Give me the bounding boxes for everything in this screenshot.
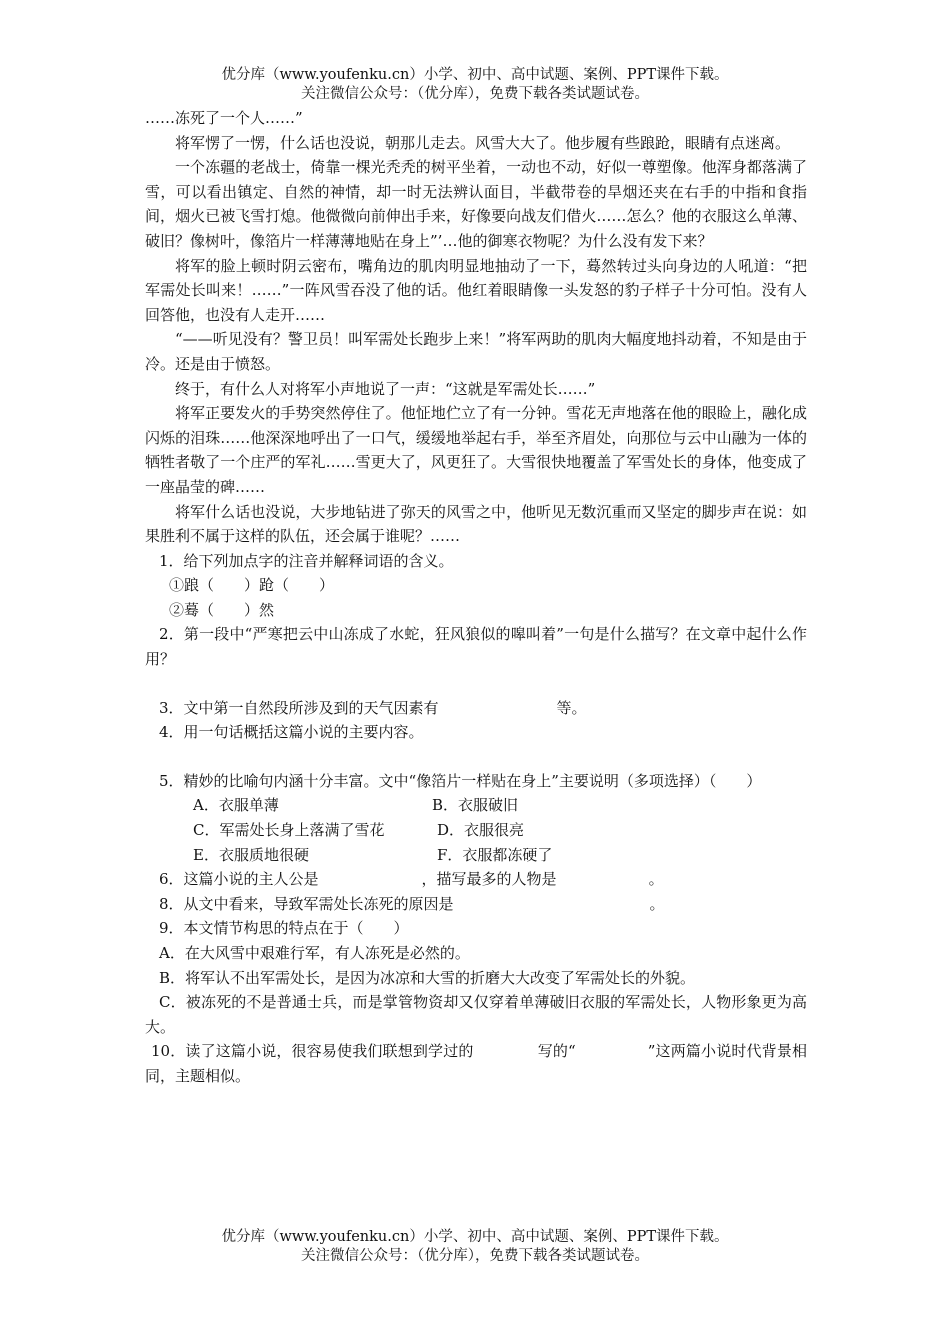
question-3-end: 等。 xyxy=(556,698,587,717)
passage-paragraph: “——听见没有？警卫员！叫军需处长跑步上来！”将军两助的肌肉大幅度地抖动着，不知是由于冷。还是由于愤怒。 xyxy=(145,330,807,373)
page-header xyxy=(0,66,950,104)
passage-paragraph: 将军什么话也没说，大步地钻进了弥天的风雪之中，他听见无数沉重而又坚定的脚步声在说：如果胜利不属于这样的队伍，还会属于谁呢？…… xyxy=(145,502,807,546)
option-e: E．衣服质地很硬 xyxy=(193,845,309,864)
question-10 xyxy=(145,1039,807,1088)
question-8-end: 。 xyxy=(649,894,665,913)
passage-paragraph: 终于，有什么人对将军小声地说了一声：“这就是军需处长……” xyxy=(175,379,596,398)
question-9: 9．本文情节构思的特点在于（ ） xyxy=(159,919,409,938)
question-5-options-row-2 xyxy=(145,818,807,843)
question-2: 2．第一段中“严寒把云中山冻成了水蛇，狂风狼似的嗥叫着”一句是什么描写？在文章中起什么作用？ xyxy=(145,625,807,669)
question-6 xyxy=(145,867,807,892)
question-10-text: 10．读了这篇小说，很容易使我们联想到学过的 xyxy=(151,1042,474,1061)
header-line-2: 关注微信公众号：（优分库），免费下载各类试题试卷。 xyxy=(301,86,649,102)
passage-paragraph: 将军正要发火的手势突然停住了。他怔地伫立了有一分钟。雪花无声地落在他的眼睑上，融化成闪烁的泪珠……他深深地呼出了一口气，缓缓地举起右手，举至齐眉处，向那位与云中山融为一体的牺牲者敬了一个庄严的军礼……雪更大了，风更狂了。大雪很快地覆盖了军雪处长的身体，他变成了一座晶莹的碑…… xyxy=(145,404,807,496)
question-8-text: 8．从文中看来，导致军需处长冻死的原因是 xyxy=(159,894,454,913)
question-6-text: 6．这篇小说的主人公是 xyxy=(159,870,319,889)
option-b: B．衣服破旧 xyxy=(432,796,519,815)
question-5-options-row-3 xyxy=(145,843,807,868)
header-line-1: 优分库（www.youfenku.cn）小学、初中、高中试题、案例、PPT课件下载。 xyxy=(221,67,729,83)
question-3 xyxy=(145,696,807,721)
option-d: D．衣服很亮 xyxy=(437,821,525,840)
option-a: A．衣服单薄 xyxy=(193,796,279,815)
option-f: F．衣服都冻硬了 xyxy=(437,845,553,864)
question-6-end: 。 xyxy=(648,870,664,889)
question-9-a: A．在大风雪中艰难行军，有人冻死是必然的。 xyxy=(159,944,470,962)
page-footer xyxy=(0,1228,950,1266)
question-10-end: ”这两篇小说时代背景相同，主题相似。 xyxy=(145,1042,808,1085)
question-1-b: ②蓦（ ）然 xyxy=(169,600,275,619)
passage-paragraph: 一个冻疆的老战士，倚靠一棵光秃秃的树平坐着，一动也不动，好似一尊塑像。他浑身都落满了雪，可以看出镇定、自然的神情，却一时无法辨认面目，半截带卷的旱烟还夹在右手的中指和食指间，烟火已被飞雪打熄。他微微向前伸出手来，好像要向战友们借火……怎么？他的衣服这么单薄、破旧？像树叶，像箔片一样薄薄地贴在身上”’…他的御寒衣物呢？为什么没有发下来？ xyxy=(145,158,807,250)
question-9-b: B．将军认不出军需处长，是因为冰凉和大雪的折磨大大改变了军需处长的外貌。 xyxy=(159,968,696,987)
question-8 xyxy=(145,892,807,917)
question-1-a: ①踉（ ）跄（ ） xyxy=(169,576,335,595)
footer-line-1: 优分库（www.youfenku.cn）小学、初中、高中试题、案例、PPT课件下载。 xyxy=(221,1229,729,1245)
question-10-mid: 写的“ xyxy=(537,1042,576,1061)
passage-paragraph: 将军愣了一愣，什么话也没说，朝那儿走去。风雪大大了。他步履有些踉跄，眼睛有点迷离。 xyxy=(175,133,791,152)
question-6-mid: ，描写最多的人物是 xyxy=(421,870,557,889)
question-4: 4．用一句话概括这篇小说的主要内容。 xyxy=(159,723,424,742)
option-c: C．军需处长身上落满了雪花 xyxy=(193,821,385,840)
document-body xyxy=(145,106,807,1089)
question-1: 1．给下列加点字的注音并解释词语的含义。 xyxy=(159,551,454,570)
question-9-c: C．被冻死的不是普通士兵，而是掌管物资却又仅穿着单薄破旧衣服的军需处长，人物形象更为高大。 xyxy=(145,993,807,1036)
passage-paragraph: 将军的脸上顿时阴云密布，嘴角边的肌肉明显地抽动了一下，蓦然转过头向身边的人吼道：“把军需处长叫来！……”一阵风雪吞没了他的话。他红着眼睛像一头发怒的豹子样子十分可怕。没有人回答他，也没有人走开…… xyxy=(145,256,807,324)
question-5-options-row-1 xyxy=(145,793,807,818)
question-3-text: 3．文中第一自然段所涉及到的天气因素有 xyxy=(159,698,439,717)
footer-line-2: 关注微信公众号：（优分库），免费下载各类试题试卷。 xyxy=(301,1248,649,1264)
question-5: 5．精妙的比喻句内涵十分丰富。文中“像箔片一样贴在身上”主要说明（多项选择）（ ） xyxy=(159,771,762,790)
passage-fragment: ……冻死了一个人……” xyxy=(145,109,303,127)
